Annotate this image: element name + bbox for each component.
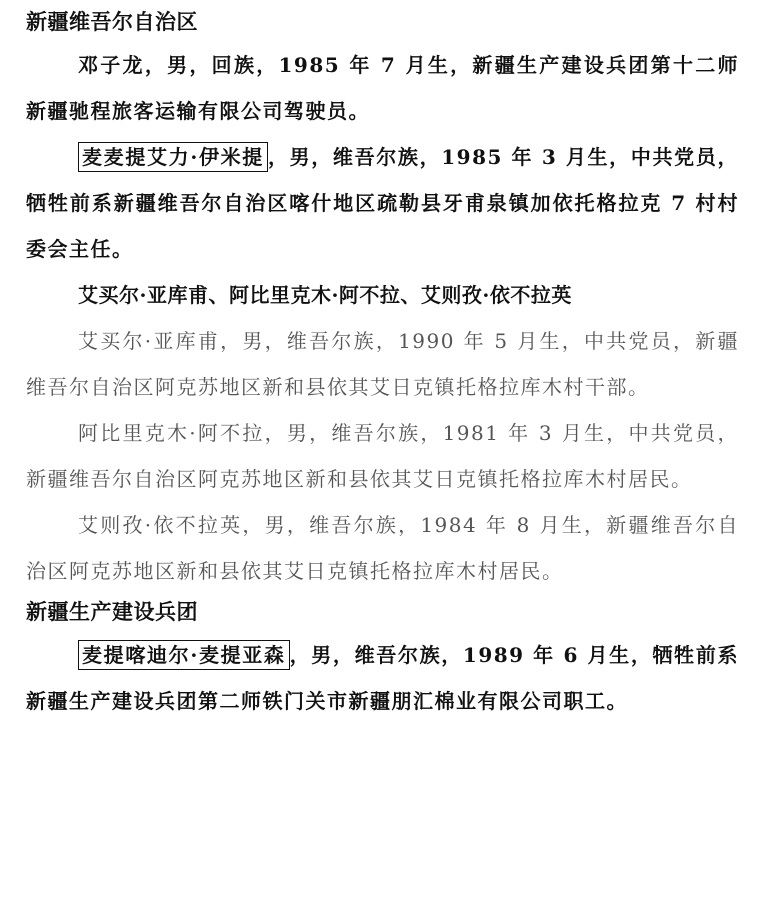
group-title: 艾买尔·亚库甫、阿比里克木·阿不拉、艾则孜·依不拉英 [78, 283, 572, 307]
entry-deng-zilong [26, 42, 739, 134]
entry-maitikadier [26, 632, 739, 724]
group-member-2: 阿比里克木·阿不拉，男，维吾尔族，1981 年 3 月生，中共党员，新疆维吾尔自治区阿克苏地区新和县依其艾日克镇托格拉库木村居民。 [26, 421, 739, 491]
entry-text: 邓子龙，男，回族，1985 年 7 月生，新疆生产建设兵团第十二师新疆驰程旅客运输有限公司驾驶员。 [26, 53, 739, 123]
section-heading-bingtuan: 新疆生产建设兵团 [26, 599, 198, 624]
section-heading-xinjiang: 新疆维吾尔自治区 [26, 9, 198, 34]
entry-text: ，男，维吾尔族，1989 年 6 月生，牺牲前系新疆生产建设兵团第二师铁门关市新疆朋汇棉业有限公司职工。 [26, 643, 739, 713]
group-member-1: 艾买尔·亚库甫，男，维吾尔族，1990 年 5 月生，中共党员，新疆维吾尔自治区阿克苏地区新和县依其艾日克镇托格拉库木村干部。 [26, 329, 739, 399]
group-member-3: 艾则孜·依不拉英，男，维吾尔族，1984 年 8 月生，新疆维吾尔自治区阿克苏地区新和县依其艾日克镇托格拉库木村居民。 [26, 513, 739, 583]
entry-maimaiti-aili [26, 134, 739, 272]
boxed-name: 麦提喀迪尔·麦提亚森 [78, 640, 290, 670]
boxed-name: 麦麦提艾力·伊米提 [78, 142, 268, 172]
entry-text: ，男，维吾尔族，1985 年 3 月生，中共党员，牺牲前系新疆维吾尔自治区喀什地区疏勒县牙甫泉镇加依托格拉克 7 村村委会主任。 [26, 145, 740, 261]
